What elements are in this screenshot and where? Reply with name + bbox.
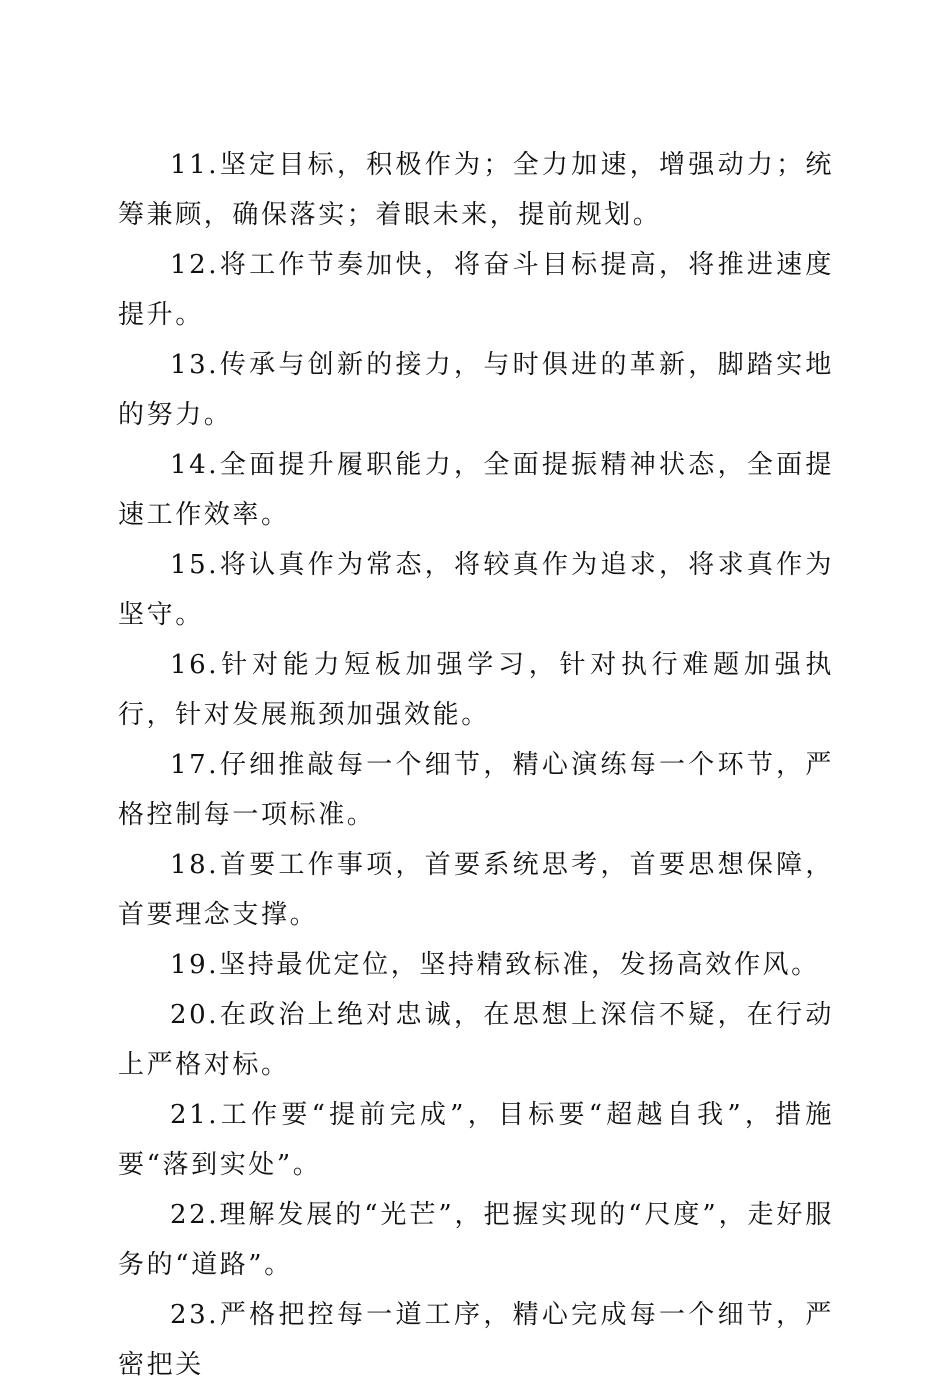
paragraph-13: 13.传承与创新的接力，与时俱进的革新，脚踏实地的努力。 [118, 350, 834, 430]
paragraph-14: 14.全面提升履职能力，全面提振精神状态，全面提速工作效率。 [118, 450, 834, 530]
paragraph-21: 21.工作要“提前完成”，目标要“超越自我”，措施要“落到实处”。 [118, 1100, 834, 1180]
paragraph-23: 23.严格把控每一道工序，精心完成每一个细节，严密把关 [118, 1300, 834, 1380]
paragraph-17: 17.仔细推敲每一个细节，精心演练每一个环节，严格控制每一项标准。 [118, 750, 834, 830]
paragraph-11: 11.坚定目标，积极作为；全力加速，增强动力；统筹兼顾，确保落实；着眼未来，提前规划。 [118, 150, 834, 230]
paragraph-15: 15.将认真作为常态，将较真作为追求，将求真作为坚守。 [118, 550, 834, 630]
paragraph-18: 18.首要工作事项，首要系统思考，首要思想保障，首要理念支撑。 [118, 850, 834, 930]
paragraph-12: 12.将工作节奏加快，将奋斗目标提高，将推进速度提升。 [118, 250, 834, 330]
paragraph-16: 16.针对能力短板加强学习，针对执行难题加强执行，针对发展瓶颈加强效能。 [118, 650, 834, 730]
paragraph-20: 20.在政治上绝对忠诚，在思想上深信不疑，在行动上严格对标。 [118, 1000, 834, 1080]
document-body [118, 140, 834, 1390]
paragraph-22: 22.理解发展的“光芒”，把握实现的“尺度”，走好服务的“道路”。 [118, 1200, 834, 1280]
paragraph-19: 19.坚持最优定位，坚持精致标准，发扬高效作风。 [170, 950, 820, 980]
